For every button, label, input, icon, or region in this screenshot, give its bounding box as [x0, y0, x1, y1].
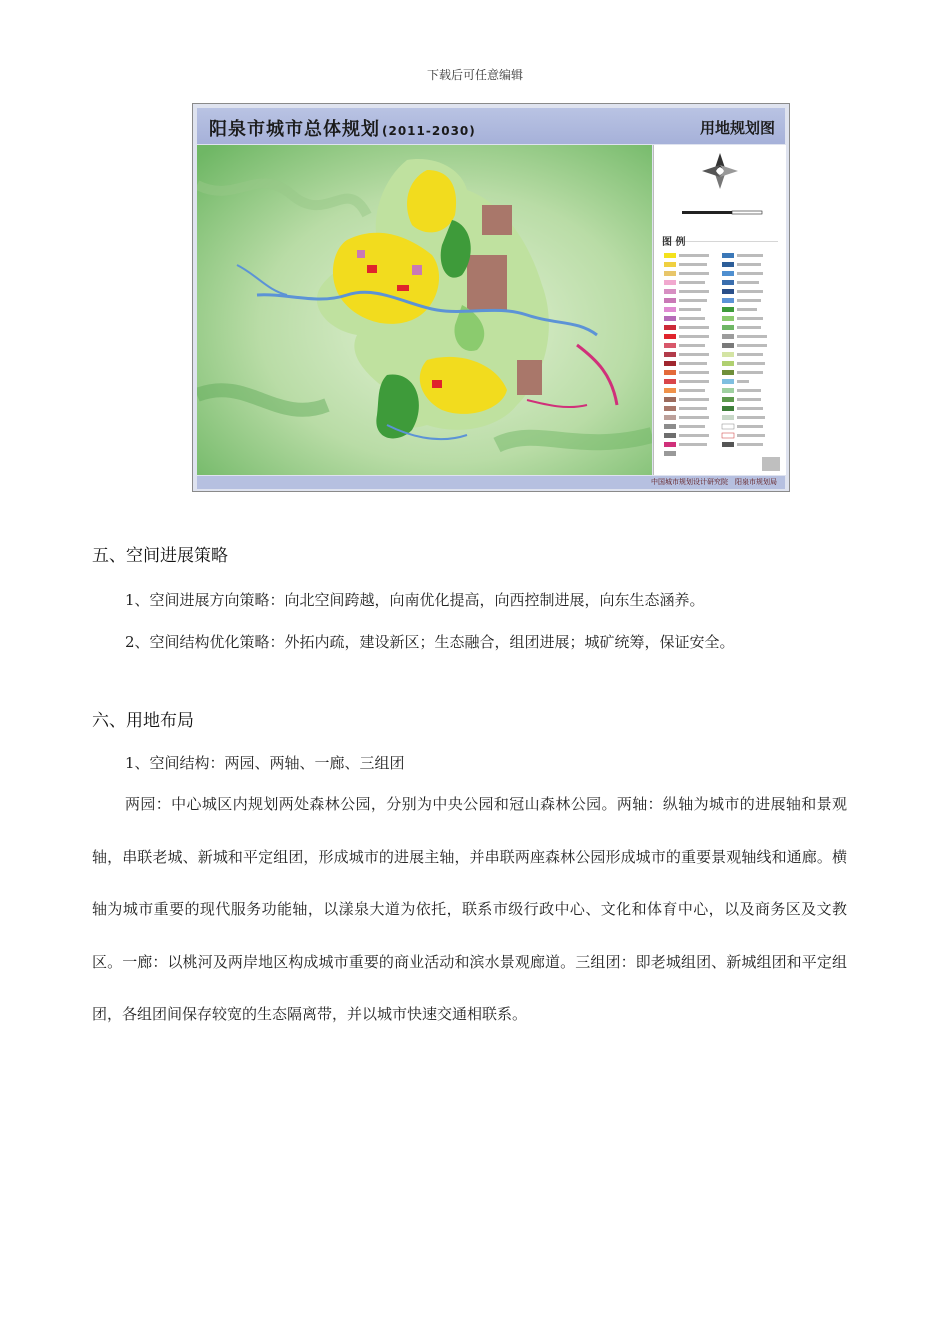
list-item: 1、空间进展方向策略：向北空间跨越，向南优化提高，向西控制进展，向东生态涵养。: [125, 591, 705, 609]
list-item: 2、空间结构优化策略：外拓内疏，建设新区；生态融合，组团进展；城矿统筹，保证安全。: [125, 633, 735, 651]
body-paragraph: 两园：中心城区内规划两处森林公园，分别为中央公园和冠山森林公园。两轴：纵轴为城市的进展轴和景观轴，串联老城、新城和平定组团，形成城市的进展主轴，并串联两座森林公园形成城市的重要景观轴线和通廊。横轴为城市重要的现代服务功能轴，以漾泉大道为依托，联系市级行政中心、文化和体育中心，以及商务区及文教区。一廊：以桃河及两岸地区构成城市重要的商业活动和滨水景观廊道。三组团：即老城组团、新城组团和平定组团，各组团间保存较宽的生态隔离带，并以城市快速交通相联系。: [92, 795, 847, 1023]
page-header-note: 下载后可任意编辑: [426, 68, 523, 82]
legend-title: 图 例: [662, 237, 686, 248]
land-use-map-graphic: [197, 145, 652, 475]
map-type-label: 用地规划图: [699, 119, 775, 137]
list-item: 1、空间结构：两园、两轴、一廊、三组团: [125, 754, 405, 772]
land-use-map-figure: [192, 103, 790, 492]
map-credit: 中国城市规划设计研究院 阳泉市规划局: [651, 478, 777, 486]
map-title: 阳泉市城市总体规划 (2011-2030): [209, 119, 476, 140]
map-legend-graphic: [654, 145, 786, 475]
map-footer-bar: [197, 476, 785, 489]
map-image: [197, 145, 652, 475]
section-heading-spatial-strategy: 五、空间进展策略: [92, 546, 228, 566]
section-heading-land-use-layout: 六、用地布局: [92, 711, 194, 731]
map-title-bar: [197, 108, 785, 144]
map-years: (2011-2030): [382, 124, 476, 138]
map-legend: [653, 145, 786, 475]
